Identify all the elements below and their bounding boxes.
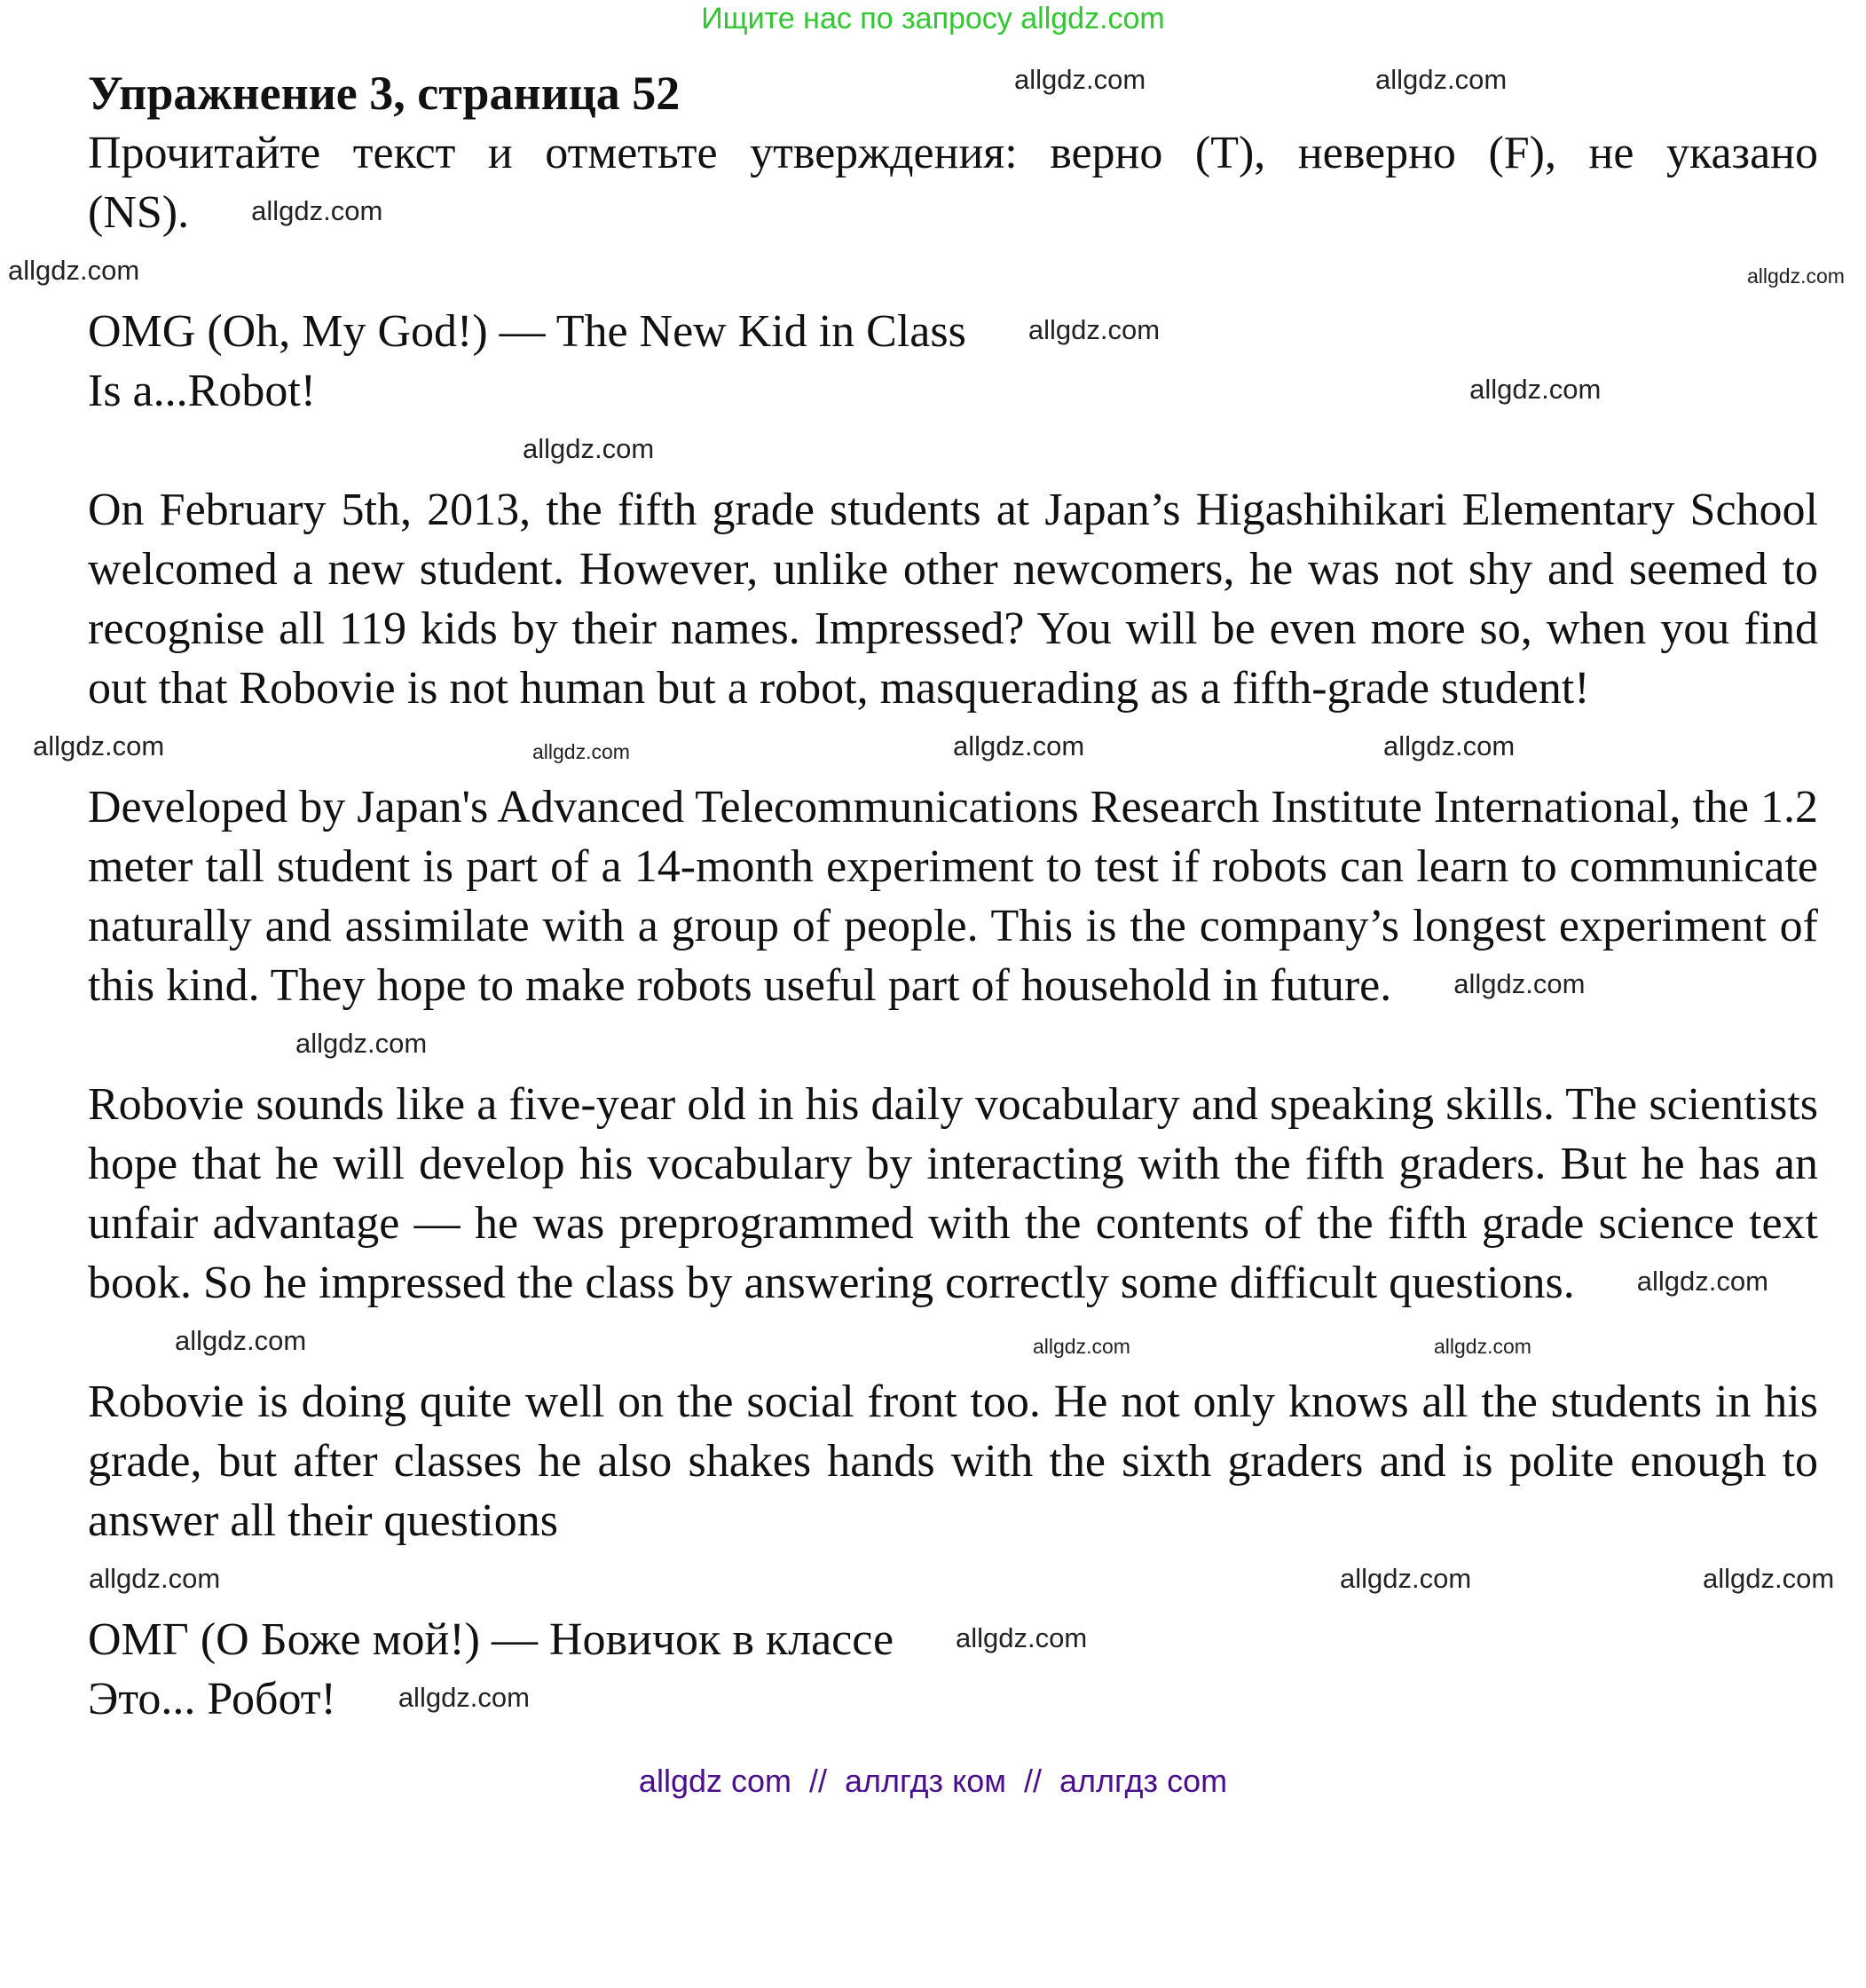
watermark: allgdz.com [8, 255, 140, 286]
watermark: allgdz.com [89, 1563, 221, 1594]
russian-heading-line [88, 1610, 1818, 1669]
watermark: allgdz.com [532, 740, 630, 763]
watermark: allgdz.com [33, 730, 165, 761]
watermark-row [0, 421, 1866, 480]
footer-links[interactable] [0, 1762, 1866, 1801]
watermark: allgdz.com [1014, 64, 1146, 95]
watermark: allgdz.com [295, 1028, 428, 1059]
russian-heading-text: Это... Робот! [88, 1674, 336, 1724]
search-banner[interactable]: Ищите нас по запросу allgdz.com [701, 2, 1165, 36]
watermark: allgdz.com [251, 195, 383, 226]
watermark: allgdz.com [1033, 1335, 1130, 1358]
article-heading-text: OMG (Oh, My God!) — The New Kid in Class [88, 306, 966, 357]
article-heading-text: Is a...Robot! [88, 366, 317, 416]
watermark: allgdz.com [956, 1622, 1088, 1653]
paragraph: On February 5th, 2013, the fifth grade students at Japan’s Higashihikari Elementary School welcomed a new student. However, unlike other newcomers, he was not shy and seemed to recognise all 119 kids by their names. Impressed? You will be even more so, when you find out that Robovie is not human but a robot, masquerading as a fifth-grade student! [88, 485, 1818, 714]
paragraph: Robovie is doing quite well on the social front too. He not only knows all the students in his grade, but after classes he also shakes hands with the sixth graders and is polite enough to answer all their questions [88, 1377, 1818, 1546]
exercise-title-text: Упражнение 3, страница 52 [88, 67, 681, 120]
watermark: allgdz.com [1636, 1266, 1768, 1297]
watermark: allgdz.com [1375, 64, 1508, 95]
russian-heading-text: ОМГ (О Боже мой!) — Новичок в классе [88, 1614, 894, 1665]
paragraph-text: Robovie sounds like a five-year old in his daily vocabulary and speaking skills. The scientists hope that he will develop his vocabulary by interacting with the fifth graders. But he has an unfair advantage — he was preprogrammed with the contents of the fifth grade science text book. So he impressed the class by answering correctly some difficult questions. [88, 1079, 1818, 1308]
watermark-row [0, 242, 1866, 302]
instruction [88, 123, 1818, 242]
article-heading [88, 302, 1818, 421]
watermark: allgdz.com [398, 1682, 530, 1713]
exercise-title [88, 64, 1818, 123]
russian-heading-line [88, 1669, 1818, 1729]
watermark-row [0, 1015, 1866, 1075]
watermark-row [0, 1550, 1866, 1610]
article-heading-line [88, 361, 1818, 421]
instruction-text: Прочитайте текст и отметьте утверждения: верно (T), неверно (F), не указано (NS). [88, 128, 1818, 238]
watermark: allgdz.com [1703, 1563, 1835, 1594]
watermark: allgdz.com [1469, 374, 1602, 405]
watermark: allgdz.com [953, 730, 1085, 761]
russian-heading [88, 1610, 1818, 1729]
watermark: allgdz.com [1747, 264, 1845, 288]
paragraph [88, 777, 1818, 1015]
paragraph [88, 1075, 1818, 1313]
watermark: allgdz.com [523, 433, 655, 464]
paragraph-text: Developed by Japan's Advanced Telecommunications Research Institute International, the 1.2 meter tall student is part of a 14-month experiment to test if robots can learn to communicate naturally and assimilate with a group of people. This is the company’s longest experiment of this kind. They hope to make robots useful part of household in future. [88, 782, 1818, 1011]
watermark-row [0, 718, 1866, 777]
watermark: allgdz.com [1453, 968, 1586, 999]
watermark: allgdz.com [175, 1325, 307, 1356]
footer-text[interactable]: allgdz com // аллгдз ком // аллгдз com [638, 1763, 1228, 1799]
article-heading-line [88, 302, 1818, 361]
watermark: allgdz.com [1434, 1335, 1531, 1358]
document-body [8, 64, 1845, 1729]
watermark-row [0, 1313, 1866, 1372]
watermark: allgdz.com [1340, 1563, 1472, 1594]
watermark: allgdz.com [1027, 314, 1161, 345]
watermark: allgdz.com [1383, 730, 1516, 761]
